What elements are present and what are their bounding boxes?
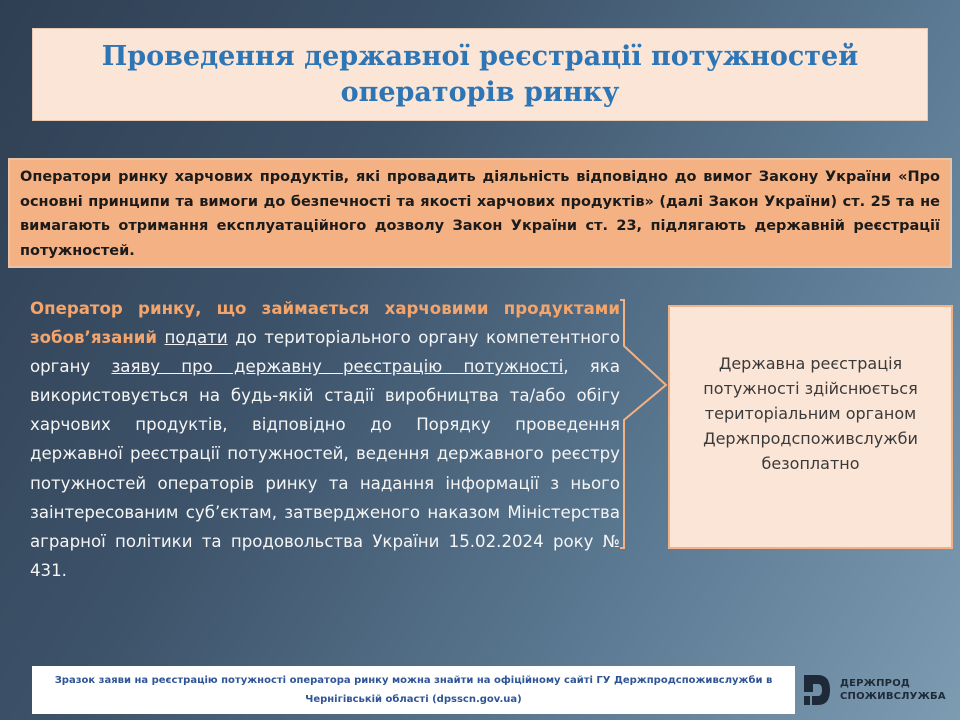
logo-text xyxy=(840,677,946,703)
logo-line-2: СПОЖИВСЛУЖБА xyxy=(840,691,946,702)
callout-line-2: потужності здійснюється xyxy=(703,378,918,398)
callout-bracket xyxy=(618,298,674,558)
submit-link: подати xyxy=(164,328,228,348)
derzhprod-logo-icon xyxy=(803,674,831,706)
callout-line-1: Державна реєстрація xyxy=(718,353,903,373)
title-line-2: операторів ринку xyxy=(340,76,620,108)
title-line-1: Проведення державної реєстрації потужностей xyxy=(101,40,859,72)
logo-line-1: ДЕРЖПРОД xyxy=(840,678,911,689)
main-rest: , яка використовується на будь-якій стадії виробництва та/або обігу харчових продуктів, відповідно до Порядку проведення державної реєстрації потужностей, ведення державного реєстру потужностей операторів ринку та надання інформації з нього заінтересованим суб’єктам, затвердженого наказом Міністерства аграрної політики та продовольства України 15.02.2024 року № 431. xyxy=(30,357,620,580)
callout-line-4: Держпродспоживслужби xyxy=(703,428,918,448)
main-highlight: Оператор ринку, що займається харчовими продуктами зобов’язаний xyxy=(30,299,620,348)
main-space xyxy=(157,328,164,347)
main-paragraph xyxy=(30,294,620,585)
intro-text: Оператори ринку харчових продуктів, які провадить діяльність відповідно до вимог Закону України «Про основні принципи та вимоги до безпечності та якості харчових продуктів» (далі Закон України) ст. 25 та не вимагають отримання експлуатаційного дозволу Закон України ст. 23, підлягають державній реєстрації потужностей. xyxy=(20,169,940,259)
footer-line-2: Чернігівській області (dpsscn.gov.ua) xyxy=(305,694,522,705)
callout-box xyxy=(668,305,953,549)
footer-text xyxy=(55,671,773,709)
derzhprod-logo xyxy=(803,674,946,706)
main-mid: до територіального органу компетентного органу xyxy=(30,328,620,377)
application-link: заяву про державну реєстрацію потужності xyxy=(111,357,564,377)
title-banner xyxy=(32,28,928,121)
callout-line-5: безоплатно xyxy=(761,453,860,473)
callout-line-3: територіальним органом xyxy=(704,403,917,423)
callout-text xyxy=(703,351,918,476)
footer-note xyxy=(32,666,795,714)
footer-line-1: Зразок заяви на реєстрацію потужності оператора ринку можна знайти на офіційному сайті ГУ Держпродспоживслужби в xyxy=(54,675,773,686)
intro-box xyxy=(8,158,952,268)
